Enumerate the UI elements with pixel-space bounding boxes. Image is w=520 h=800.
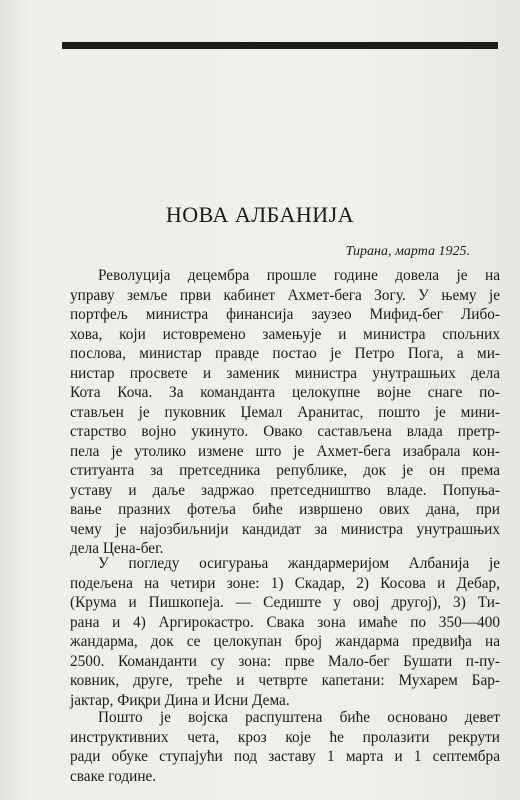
text-line: вање празних фотеља биће извршено ових дана, при xyxy=(70,501,500,518)
text-line: портфељ министра финансија заузео Мифид-бег Либо- xyxy=(70,306,500,323)
text-line: ковник, друге, треће и четврте капетани: Мухарем Бар- xyxy=(70,672,500,689)
text-line: јактар, Фиқри Дина и Исни Дема. xyxy=(70,691,290,709)
text-line: Кота Коча. За команданта целокупне војне снаге по- xyxy=(70,384,500,401)
text-line: рана и 4) Аргирокастро. Свака зона имаће по 350—400 xyxy=(70,613,500,631)
text-line: Револуција децембра прошле године довела је на xyxy=(98,267,500,284)
text-line: подељена на четири зоне: 1) Скадар, 2) Косова и Дебар, xyxy=(70,574,500,592)
text-line: сваке године. xyxy=(70,767,157,785)
text-line: (Крума и Пишкопеја. — Седиште у овој другој), 3) Ти- xyxy=(70,594,500,611)
text-line: дела Цена-бег. xyxy=(70,540,164,557)
text-line: У погледу осигурања жандармеријом Албанија је xyxy=(98,555,500,572)
text-line: старство војно укинуто. Овако састављена влада претр- xyxy=(70,423,500,440)
text-line: стављен је пуковник Џемал Аранитас, пошто је мини- xyxy=(70,403,500,421)
text-line: нистар просвете и заменик министра унутрашњих дела xyxy=(70,364,500,382)
text-line: послова, министар правде постао је Петро Пога, а ми- xyxy=(70,345,500,362)
text-line: Пошто је војска распуштена биће основано девет xyxy=(98,709,500,726)
text-line: жандарма, док се целокупан број жандарма предвиђа на xyxy=(70,633,500,650)
text-line: ради обуке ступајући под заставу 1 марта и 1 септембра xyxy=(70,748,500,765)
article-title: НОВА АЛБАНИЈА xyxy=(165,202,355,227)
paragraph-2 xyxy=(70,554,500,710)
text-line: чему је најозбиљнији кандидат за министра унутрашњих xyxy=(70,520,500,538)
dateline: Тирана, марта 1925. xyxy=(345,244,470,259)
text-line: пела је утолико измене што је Ахмет-бега изабрала кон- xyxy=(70,442,500,460)
text-line: инструктивних чета, кроз које ће пролазити рекрути xyxy=(70,728,500,746)
text-line: управу земље први кабинет Ахмет-бега Зогу. У њему је xyxy=(70,286,500,304)
paragraph-1 xyxy=(70,266,500,559)
header-rule xyxy=(62,42,498,49)
text-line: ституанта за претседника републике, док је он према xyxy=(70,462,500,479)
text-line: хова, који истовремено замењује и министра спољних xyxy=(70,325,500,343)
paragraph-3 xyxy=(70,708,500,786)
text-line: уставу и даље задржао претседништво владе. Попуња- xyxy=(70,481,500,499)
text-line: 2500. Команданти су зона: прве Мало-бег Бушати п-пу- xyxy=(70,652,500,670)
